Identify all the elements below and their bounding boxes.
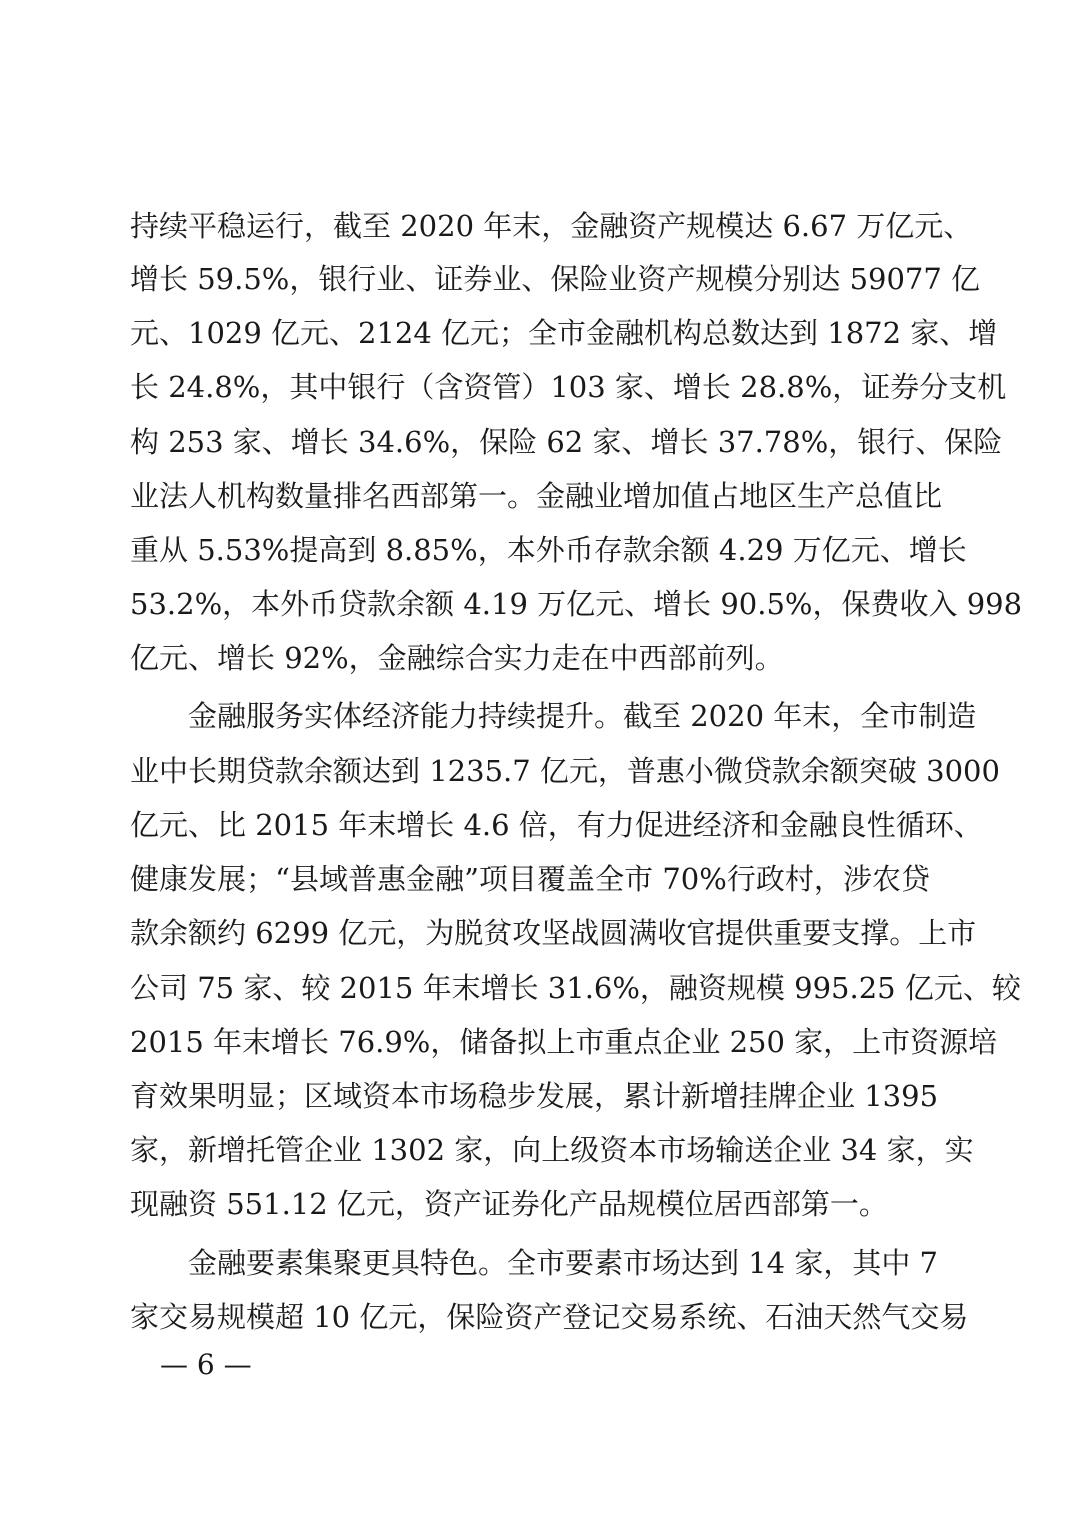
text-line: 家交易规模超 10 亿元，保险资产登记交易系统、石油天然气交易 [130,1300,969,1334]
text-line: 家，新增托管企业 1302 家，向上级资本市场输送企业 34 家，实 [130,1133,974,1167]
text-line: 公司 75 家、较 2015 年末增长 31.6%，融资规模 995.25 亿元、较 [130,971,1021,1005]
text-line: 育效果明显；区域资本市场稳步发展，累计新增挂牌企业 1395 [130,1079,939,1113]
text-line: 业法人机构数量排名西部第一。金融业增加值占地区生产总值比 [130,479,943,513]
text-line: 健康发展；“县域普惠金融”项目覆盖全市 70%行政村，涉农贷 [130,862,930,896]
page-number: — 6 — [160,1348,252,1381]
text-line: 元、1029 亿元、2124 亿元；全市金融机构总数达到 1872 家、增 [130,316,998,350]
text-line: 构 253 家、增长 34.6%，保险 62 家、增长 37.78%，银行、保险 [130,425,1003,459]
text-line: 业中长期贷款余额达到 1235.7 亿元，普惠小微贷款余额突破 3000 [130,754,1000,788]
text-line: 53.2%，本外币贷款余额 4.19 万亿元、增长 90.5%，保费收入 998 [130,587,1023,621]
text-line: 金融服务实体经济能力持续提升。截至 2020 年末，全市制造 [188,699,977,733]
text-line: 长 24.8%，其中银行（含资管）103 家、增长 28.8%，证券分支机 [130,370,1007,404]
text-line: 金融要素集聚更具特色。全市要素市场达到 14 家，其中 7 [188,1246,939,1280]
text-line: 款余额约 6299 亿元，为脱贫攻坚战圆满收官提供重要支撑。上市 [130,916,977,950]
text-line: 亿元、比 2015 年末增长 4.6 倍，有力促进经济和金融良性循环、 [130,808,983,842]
text-line: 持续平稳运行，截至 2020 年末，金融资产规模达 6.67 万亿元、 [130,209,973,243]
text-line: 重从 5.53%提高到 8.85%，本外币存款余额 4.29 万亿元、增长 [130,533,967,567]
text-line: 现融资 551.12 亿元，资产证券化产品规模位居西部第一。 [130,1187,888,1221]
text-line: 亿元、增长 92%，金融综合实力走在中西部前列。 [130,641,784,675]
text-line: 2015 年末增长 76.9%，储备拟上市重点企业 250 家，上市资源培 [130,1025,998,1059]
text-line: 增长 59.5%，银行业、证券业、保险业资产规模分别达 59077 亿 [130,262,981,296]
